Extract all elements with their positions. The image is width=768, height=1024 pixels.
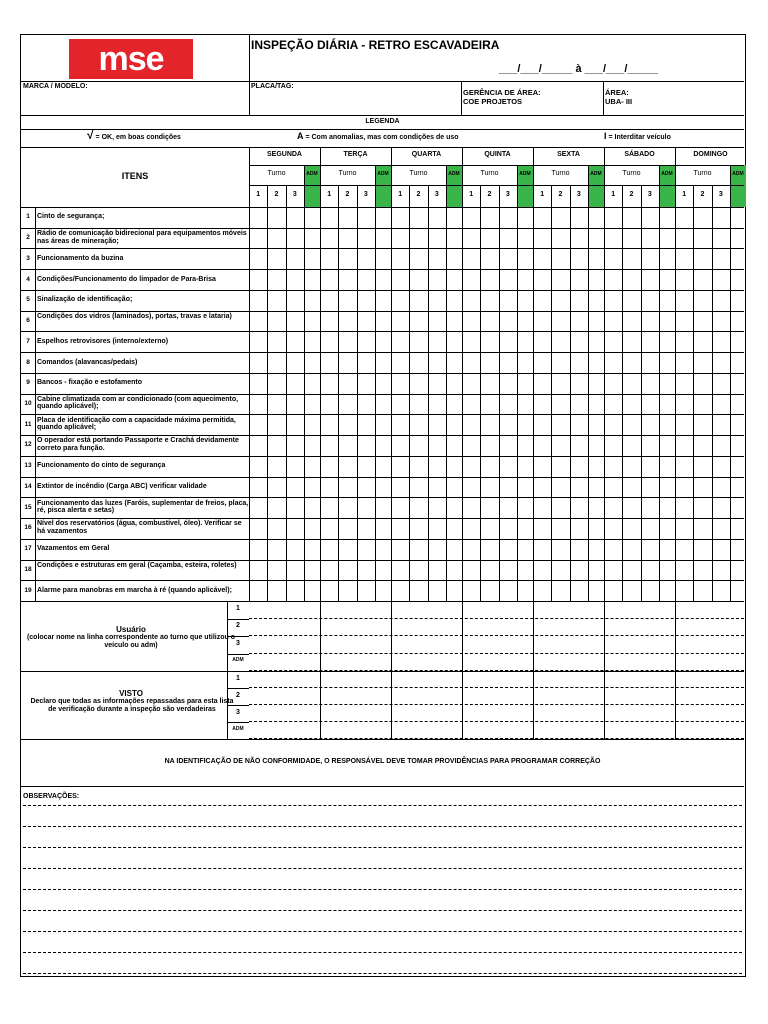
item-number: 2 (26, 234, 30, 242)
sign-row-label: ADM (232, 657, 244, 664)
nonconformity-notice: NA IDENTIFICAÇÃO DE NÃO CONFORMIDADE, O RESPONSÁVEL DEVE TOMAR PROVIDÊNCIAS PARA PROGRAMAR CORREÇÃO (164, 758, 601, 765)
item-row (21, 394, 744, 415)
item-row (21, 331, 744, 352)
sign-row-label: ADM (232, 725, 244, 732)
shift-number: 2 (487, 191, 492, 198)
area-value: UBA- III (605, 97, 633, 106)
shift-number: 3 (292, 191, 297, 198)
legend-a-text: = Com anomalias, mas com condições de uso (305, 134, 459, 141)
turno-label: Turno (622, 170, 641, 177)
item-number: 9 (26, 379, 30, 387)
item-number: 12 (24, 441, 32, 449)
item-row (21, 207, 744, 228)
day-header: SEXTA (557, 151, 580, 158)
day-header: QUINTA (484, 151, 511, 158)
item-number: 18 (24, 565, 32, 573)
usuario-title: Usuário (116, 625, 146, 634)
shift-number: 2 (700, 191, 705, 198)
observacoes-label: OBSERVAÇÕES: (23, 793, 80, 800)
item-text: Condições/Funcionamento do limpador de Para-Brisa (37, 275, 216, 283)
item-row (21, 539, 744, 560)
item-text: Condições e estruturas em geral (Caçamba, esteira, roletes) (37, 561, 237, 569)
turno-label: Turno (551, 170, 570, 177)
item-number: 1 (26, 213, 30, 221)
item-row (21, 228, 744, 249)
item-number: 10 (24, 399, 32, 407)
item-text: Cinto de segurança; (37, 213, 105, 221)
signature-line[interactable] (249, 687, 744, 688)
legend-title: LEGENDA (365, 118, 400, 125)
item-text: Vazamentos em Geral (37, 545, 110, 553)
item-number: 19 (24, 586, 32, 594)
adm-label: ADM (448, 171, 460, 177)
item-number: 15 (24, 503, 32, 511)
usuario-subtitle: (colocar nome na linha correspondente ao turno que utilizou o veículo ou adm) (26, 634, 236, 649)
legend-ok-text: = OK, em boas condições (95, 134, 181, 141)
item-number: 17 (24, 545, 32, 553)
observacao-line[interactable] (23, 805, 742, 806)
signature-line[interactable] (249, 721, 744, 722)
item-row (21, 373, 744, 394)
item-row (21, 414, 744, 435)
shift-number: 1 (256, 191, 261, 198)
mse-logo: mse (69, 39, 193, 79)
shift-number: 3 (647, 191, 652, 198)
marca-modelo-label: MARCA / MODELO: (23, 83, 88, 90)
inspection-form (20, 34, 746, 977)
item-text: Rádio de comunicação bidirecional para equipamentos móveis nas áreas de mineração; (37, 230, 247, 245)
turno-label: Turno (267, 170, 286, 177)
item-text: Espelhos retrovisores (interno/externo) (37, 337, 169, 345)
shift-number: 1 (540, 191, 545, 198)
observacao-line[interactable] (23, 847, 742, 848)
area-label: ÁREA: (605, 88, 629, 97)
shift-number: 3 (505, 191, 510, 198)
day-header: QUARTA (411, 151, 442, 158)
shift-number: 3 (434, 191, 439, 198)
adm-label: ADM (590, 171, 602, 177)
item-text: Condições dos vidros (laminados), portas, travas e lataria) (37, 313, 232, 321)
turno-label: Turno (409, 170, 428, 177)
item-number: 8 (26, 358, 30, 366)
observacao-line[interactable] (23, 952, 742, 953)
item-text: Bancos - fixação e estofamento (37, 379, 143, 387)
gerencia-value: COE PROJETOS (463, 97, 523, 106)
turno-label: Turno (338, 170, 357, 177)
placa-tag-label: PLACA/TAG: (251, 83, 294, 90)
item-row (21, 248, 744, 269)
item-number: 7 (26, 337, 30, 345)
item-row (21, 580, 744, 601)
sign-row-label: 3 (236, 708, 240, 716)
observacao-line[interactable] (23, 889, 742, 890)
item-text: O operador está portando Passaporte e Crachá devidamente correto para função. (37, 437, 239, 452)
day-header: SÁBADO (624, 151, 655, 158)
day-header: TERÇA (343, 151, 368, 158)
item-number: 3 (26, 254, 30, 262)
item-row (21, 477, 744, 498)
shift-number: 1 (611, 191, 616, 198)
item-number: 6 (26, 317, 30, 325)
day-header: SEGUNDA (266, 151, 302, 158)
sign-row-label: 1 (236, 674, 240, 682)
adm-label: ADM (661, 171, 673, 177)
item-row (21, 311, 744, 332)
shift-number: 1 (327, 191, 332, 198)
item-row (21, 560, 744, 581)
day-header: DOMINGO (693, 151, 728, 158)
item-text: Placa de identificação com a capacidade máxima permitida, quando aplicável; (37, 416, 236, 432)
visto-title: VISTO (119, 689, 143, 698)
item-number: 11 (24, 420, 32, 428)
legend-ok (87, 128, 181, 142)
signature-line[interactable] (249, 635, 744, 636)
shift-number: 1 (398, 191, 403, 198)
legend-a-symbol: A (297, 131, 304, 141)
shift-number: 2 (345, 191, 350, 198)
item-number: 16 (24, 524, 32, 532)
shift-number: 2 (558, 191, 563, 198)
adm-label: ADM (519, 171, 531, 177)
items-header: ITENS (121, 171, 149, 181)
gerencia-label: GERÊNCIA DE ÁREA: (463, 88, 541, 97)
legend-i-text: = Interditar veículo (608, 134, 671, 141)
signature-line[interactable] (249, 704, 744, 705)
item-number: 13 (24, 462, 32, 470)
shift-number: 2 (416, 191, 421, 198)
form-title: INSPEÇÃO DIÁRIA - RETRO ESCAVADEIRA (251, 38, 500, 52)
signature-line[interactable] (249, 618, 744, 619)
item-row (21, 456, 744, 477)
item-text: Funcionamento das luzes (Faróis, suplementar de freios, placa, ré, pisca alerta e setas) (37, 499, 249, 515)
check-icon: √ (87, 128, 94, 142)
sign-row-label: 1 (236, 604, 240, 612)
shift-number: 2 (274, 191, 279, 198)
item-row (21, 518, 744, 539)
item-number: 4 (26, 275, 30, 283)
signature-line[interactable] (249, 653, 744, 654)
item-row (21, 290, 744, 311)
shift-number: 1 (469, 191, 474, 198)
item-text: Cabine climatizada com ar condicionado (com aquecimento, quando aplicável); (37, 395, 239, 411)
visto-subtitle: Declaro que todas as informações repassadas para esta lista de verificação durante a inspeção são verdadeiras (30, 698, 234, 713)
item-row (21, 497, 744, 518)
item-text: Alarme para manobras em marcha à ré (quando aplicável); (37, 586, 232, 594)
observacao-line[interactable] (23, 931, 742, 932)
shift-number: 3 (576, 191, 581, 198)
item-text: Funcionamento da buzina (37, 254, 124, 262)
adm-label: ADM (732, 171, 744, 177)
item-row (21, 435, 744, 456)
observacao-line[interactable] (23, 973, 742, 974)
item-number: 14 (24, 482, 32, 490)
legend-i-symbol: I (604, 131, 607, 141)
turno-label: Turno (693, 170, 712, 177)
observacao-line[interactable] (23, 910, 742, 911)
sign-row-label: 2 (236, 691, 240, 699)
adm-label: ADM (377, 171, 389, 177)
observacao-line[interactable] (23, 868, 742, 869)
item-text: Nível dos reservatórios (água, combustível, óleo). Verificar se há vazamentos (37, 520, 242, 535)
item-text: Comandos (alavancas/pedais) (37, 358, 138, 366)
sign-row-label: 3 (236, 639, 240, 647)
date-range-field[interactable]: ___/___/_____ à ___/___/_____ (499, 63, 659, 75)
legend-a (297, 132, 459, 142)
shift-number: 1 (682, 191, 687, 198)
shift-number: 2 (629, 191, 634, 198)
item-text: Funcionamento do cinto de segurança (37, 462, 166, 470)
shift-number: 3 (718, 191, 723, 198)
legend-i (604, 132, 671, 142)
item-number: 5 (26, 296, 30, 304)
shift-number: 3 (363, 191, 368, 198)
item-text: Extintor de incêndio (Carga ABC) verificar validade (37, 482, 207, 490)
sign-row-label: 2 (236, 622, 240, 630)
observacao-line[interactable] (23, 826, 742, 827)
turno-label: Turno (480, 170, 499, 177)
adm-label: ADM (306, 171, 318, 177)
item-row (21, 269, 744, 290)
item-text: Sinalização de identificação; (37, 296, 133, 304)
item-row (21, 352, 744, 373)
